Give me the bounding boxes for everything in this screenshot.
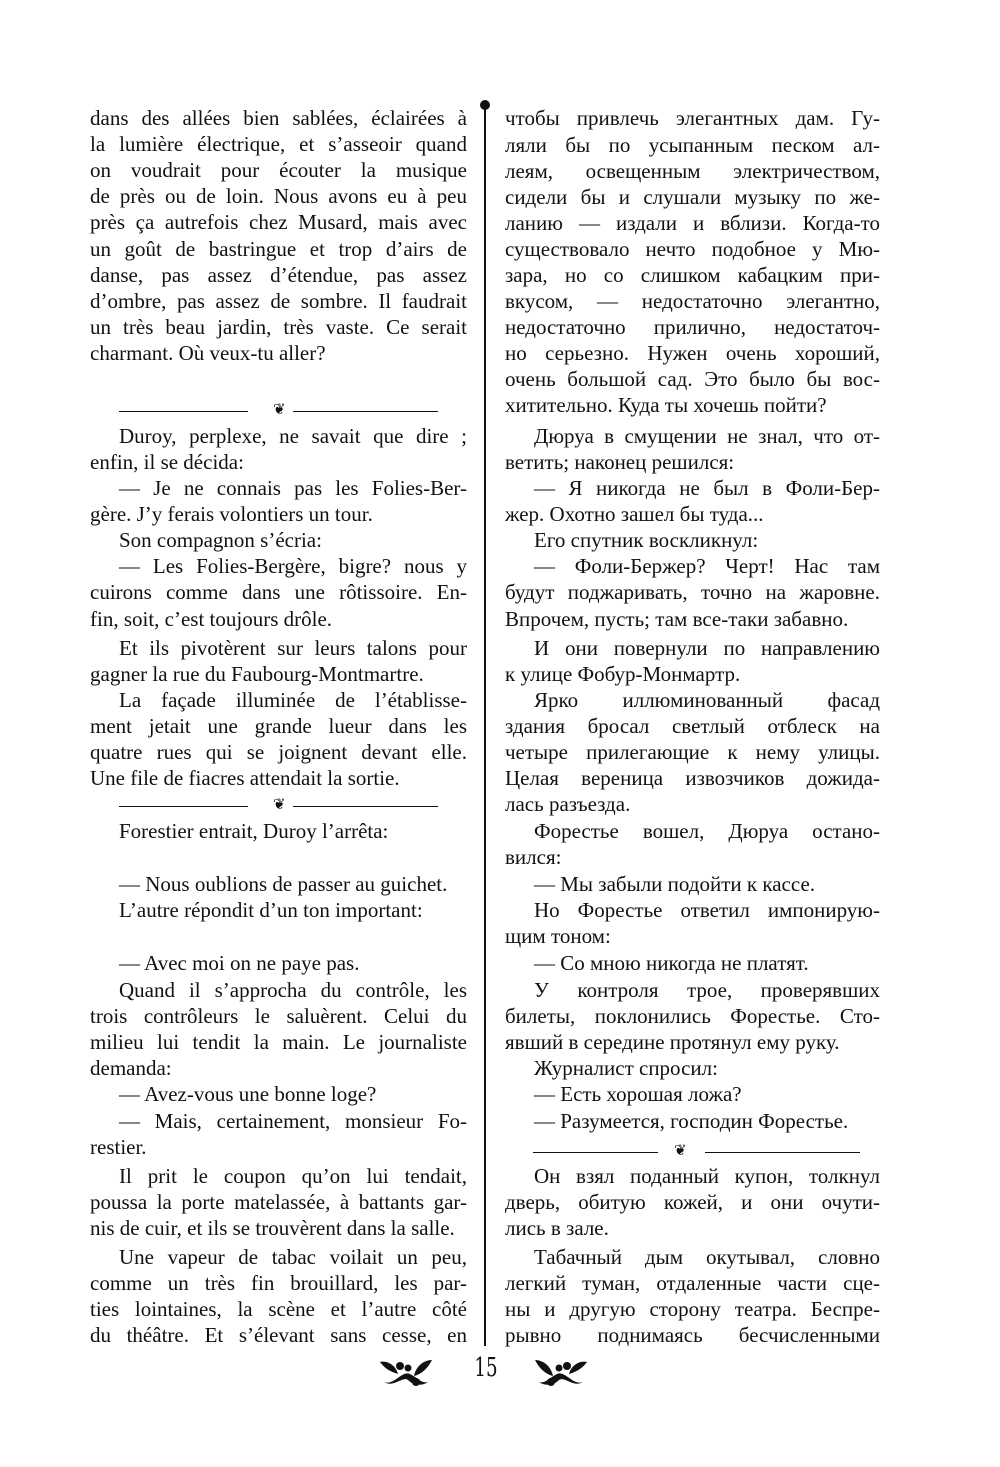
separator-line — [705, 1152, 860, 1153]
text-line: — Фоли-Бержер? Черт! Нас там — [534, 554, 880, 578]
text-line: — Со мною никогда не платят. — [534, 951, 809, 975]
text-line: — Мы забыли подойти к кассе. — [534, 872, 816, 896]
text-line: существовало нечто подобное у Мю- — [505, 237, 880, 261]
text-line: недостаточно прилично, недостаточ- — [505, 315, 880, 339]
text-line: легкий туман, отдаленные части сце- — [505, 1271, 880, 1295]
text-line: — Я никогда не был в Фоли-Бер- — [534, 476, 880, 500]
text-line: un goût de bastringue et trop d’airs de — [90, 237, 467, 261]
text-line: L’autre répondit d’un ton important: — [119, 898, 423, 922]
text-line: Il prit le coupon qu’on lui tendait, — [119, 1164, 467, 1188]
floral-ornament-right-icon — [533, 1356, 589, 1388]
text-line: Журналист спросил: — [534, 1056, 718, 1080]
section-separator — [90, 799, 467, 813]
text-line: comme un très fin brouillard, les par- — [90, 1271, 467, 1295]
text-line: чтобы привлечь элегантных дам. Гу- — [505, 106, 880, 130]
text-line: de près ou de loin. Nous avons eu à peu — [90, 184, 467, 208]
text-line: явший в середине протянул ему руку. — [505, 1030, 840, 1054]
text-line: очень большой сад. Это было бы вос- — [505, 367, 880, 391]
text-line: к улице Фобур-Монмартр. — [505, 662, 741, 686]
text-line: У контроля трое, проверявших — [534, 978, 880, 1002]
russian-column — [505, 0, 880, 1467]
text-line: Forestier entrait, Duroy l’arrêta: — [119, 819, 389, 843]
text-line: будут поджаривать, точно на жаровне. — [505, 580, 880, 604]
text-line: Quand il s’approcha du contrôle, les — [119, 978, 467, 1002]
text-line: Он взял поданный купон, толкнул — [534, 1164, 880, 1188]
separator-line — [293, 806, 438, 807]
floral-ornament-left-icon — [378, 1356, 434, 1388]
separator-line — [533, 1152, 658, 1153]
text-line: — Je ne connais pas les Folies-Ber- — [119, 476, 467, 500]
text-line: Впрочем, пусть; там все-таки забавно. — [505, 607, 849, 631]
text-line: билеты, поклонились Форестье. Сто- — [505, 1004, 880, 1028]
page-number: 15 — [474, 1353, 498, 1383]
text-line: четыре прилегающие к нему улицы. — [505, 740, 880, 764]
text-line: la lumière électrique, et s’asseoir quand — [90, 132, 467, 156]
section-separator — [505, 1145, 880, 1159]
text-line: La façade illuminée de l’établisse- — [119, 688, 467, 712]
column-divider-rule — [484, 104, 486, 1346]
text-line: trois contrôleurs le saluèrent. Celui du — [90, 1004, 467, 1028]
text-line: Une vapeur de tabac voilait un peu, — [119, 1245, 467, 1269]
text-line: Целая вереница извозчиков дожида- — [505, 766, 880, 790]
text-line: Его спутник воскликнул: — [534, 528, 759, 552]
text-line: Форестье вошел, Дюруа остано- — [534, 819, 880, 843]
text-line: — Есть хорошая ложа? — [534, 1082, 742, 1106]
text-line: сидели бы и слушали музыку по же- — [505, 185, 880, 209]
text-line: danse, pas assez d’étendue, pas assez — [90, 263, 467, 287]
text-line: gagner la rue du Faubourg-Montmartre. — [90, 662, 424, 686]
text-line: вился: — [505, 845, 562, 869]
text-line: nis de cuir, et ils se trouvèrent dans la salle. — [90, 1216, 455, 1240]
text-line: milieu lui tendit la main. Le journaliste — [90, 1030, 467, 1054]
heart-ornament-icon: ❦ — [674, 1143, 687, 1159]
text-line: ланию — издали и вблизи. Когда-то — [505, 211, 880, 235]
text-line: щим тоном: — [505, 924, 611, 948]
text-line: poussa la porte matelassée, à battants gar- — [90, 1190, 467, 1214]
text-line: on voudrait pour écouter la musique — [90, 158, 467, 182]
text-line: лись в зале. — [505, 1216, 609, 1240]
text-line: ветить; наконец решился: — [505, 450, 735, 474]
text-line: — Avez-vous une bonne loge? — [119, 1082, 377, 1106]
text-line: жер. Охотно зашел бы туда... — [505, 502, 764, 526]
french-column — [90, 0, 467, 1467]
heart-ornament-icon: ❦ — [273, 797, 286, 813]
text-line: Но Форестье ответил импонирую- — [534, 898, 880, 922]
text-line: demanda: — [90, 1056, 172, 1080]
text-line: — Avec moi on ne paye pas. — [119, 951, 360, 975]
text-line: ляли бы по усыпанным песком ал- — [505, 133, 880, 157]
text-line: ties lointaines, la scène et l’autre côté — [90, 1297, 467, 1321]
separator-line — [119, 411, 248, 412]
text-line: Дюруа в смущении не знал, что от- — [534, 424, 880, 448]
text-line: Табачный дым окутывал, словно — [534, 1245, 880, 1269]
text-line: quatre rues qui se joignent devant elle. — [90, 740, 467, 764]
text-line: Son compagnon s’écria: — [119, 528, 322, 552]
text-line: И они повернули по направлению — [534, 636, 880, 660]
text-line: un très beau jardin, très vaste. Ce serait — [90, 315, 467, 339]
text-line: ны и другую сторону театра. Беспре- — [505, 1297, 880, 1321]
text-line: Une file de fiacres attendait la sortie. — [90, 766, 400, 790]
text-line: лась разъезда. — [505, 792, 631, 816]
text-line: cuirons comme dans une rôtissoire. En- — [90, 580, 467, 604]
text-line: вкусом, — недостаточно элегантно, — [505, 289, 880, 313]
text-line: enfin, il se décida: — [90, 450, 244, 474]
text-line: — Les Folies-Bergère, bigre? nous y — [119, 554, 467, 578]
text-line: зара, но со слишком кабацким при- — [505, 263, 880, 287]
text-line: Duroy, perplexe, ne savait que dire ; — [119, 424, 467, 448]
text-line: restier. — [90, 1135, 147, 1159]
heart-ornament-icon: ❦ — [273, 402, 286, 418]
text-line: dans des allées bien sablées, éclairées à — [90, 106, 467, 130]
text-line: рывно поднимаясь бесчисленными — [505, 1323, 880, 1347]
text-line: ment jetait une grande lueur dans les — [90, 714, 467, 738]
text-line: но серьезно. Нужен очень хороший, — [505, 341, 880, 365]
text-line: Ярко иллюминованный фасад — [534, 688, 880, 712]
text-line: du théâtre. Et s’élevant sans cesse, en — [90, 1323, 467, 1347]
text-line: леям, освещенным электричеством, — [505, 159, 880, 183]
text-line: gère. J’y ferais volontiers un tour. — [90, 502, 373, 526]
text-line: здания бросал светлый отблеск на — [505, 714, 880, 738]
text-line: — Mais, certainement, monsieur Fo- — [119, 1109, 467, 1133]
text-line: — Разумеется, господин Форестье. — [534, 1109, 849, 1133]
text-line: d’ombre, pas assez de sombre. Il faudrait — [90, 289, 467, 313]
text-line: près ça autrefois chez Musard, mais avec — [90, 210, 467, 234]
text-line: хитительно. Куда ты хочешь пойти? — [505, 393, 827, 417]
section-separator — [90, 404, 467, 418]
text-line: fin, soit, c’est toujours drôle. — [90, 607, 333, 631]
text-line: дверь, обитую кожей, и они очути- — [505, 1190, 880, 1214]
text-line: charmant. Où veux-tu aller? — [90, 341, 326, 365]
text-line: Et ils pivotèrent sur leurs talons pour — [119, 636, 467, 660]
separator-line — [119, 806, 248, 807]
separator-line — [293, 411, 438, 412]
text-line: — Nous oublions de passer au guichet. — [119, 872, 448, 896]
